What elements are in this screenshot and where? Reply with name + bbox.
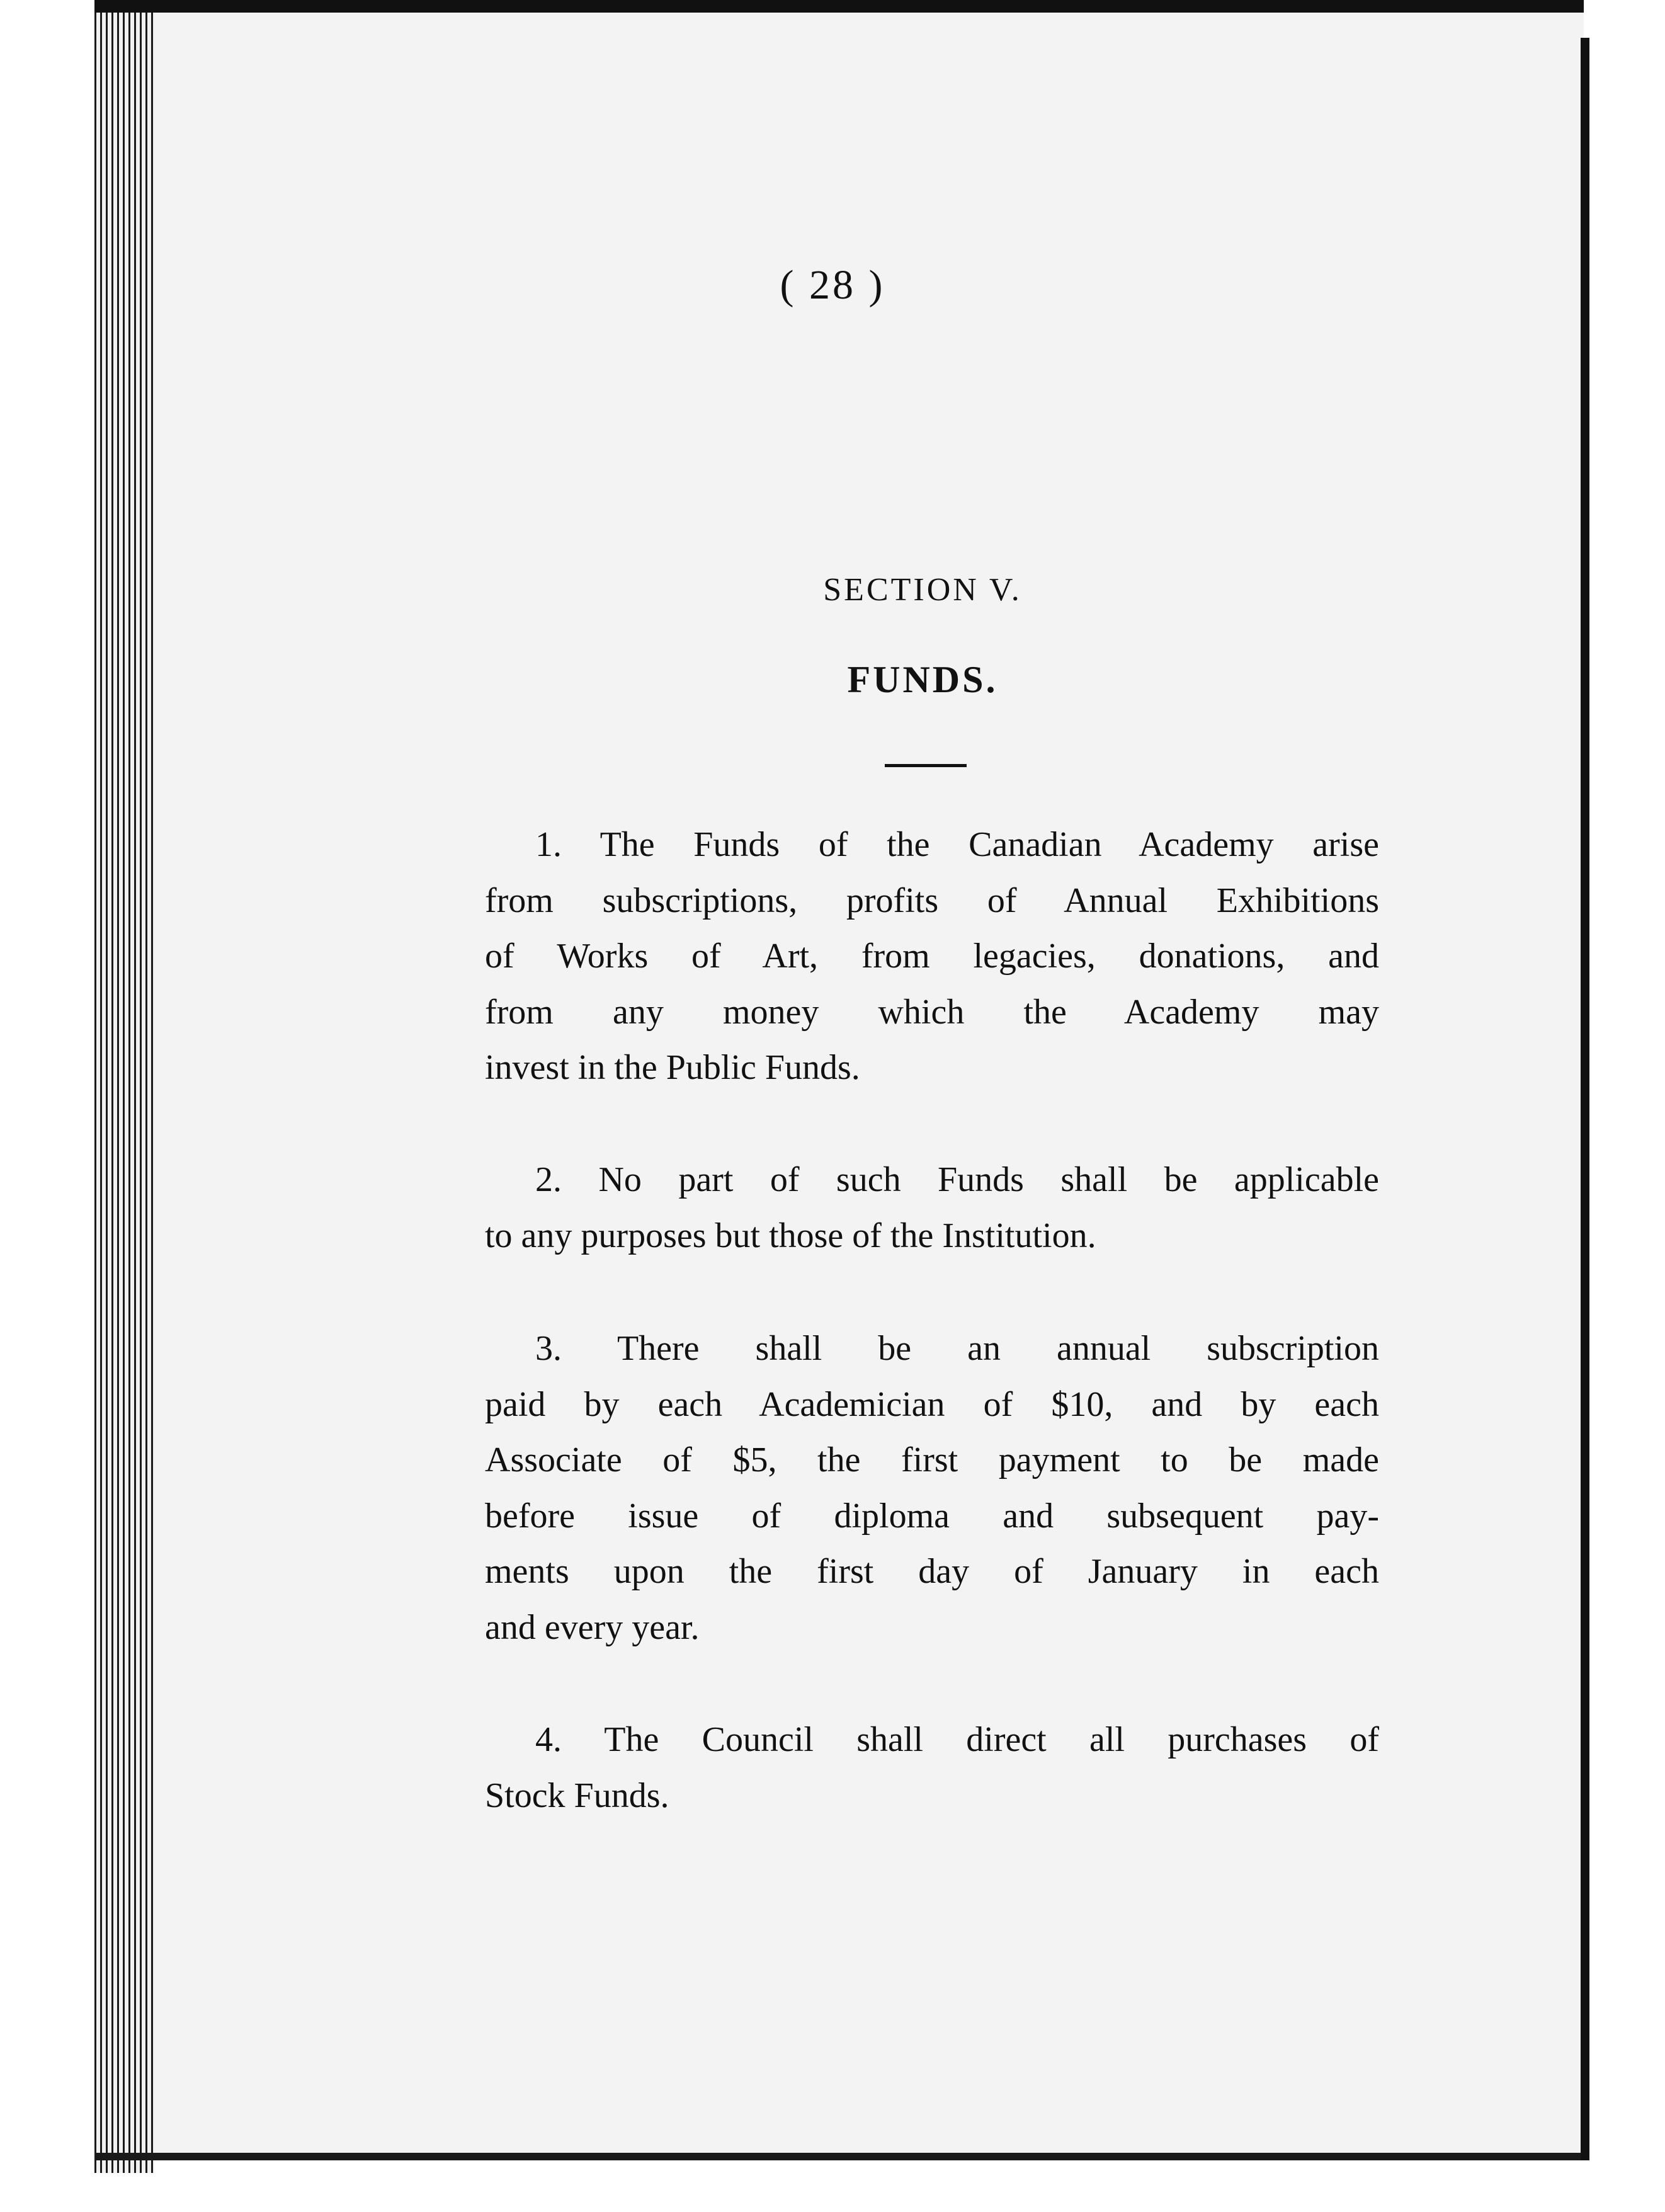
paragraph-3 [485, 1321, 1379, 1655]
page-stack-edge [94, 13, 154, 2173]
page-number: ( 28 ) [780, 262, 885, 308]
paragraph-line: Associate of $5, the first payment to be made [485, 1440, 1379, 1479]
paragraph-2 [485, 1152, 1379, 1263]
paragraph-line: 2. No part of such Funds shall be applicable [535, 1160, 1379, 1199]
paragraph-line: Stock Funds. [485, 1776, 669, 1815]
paragraph-4 [485, 1712, 1379, 1823]
paragraph-line: from subscriptions, profits of Annual Exhibitions [485, 881, 1379, 920]
section-divider [885, 764, 967, 767]
paragraph-line: and every year. [485, 1607, 700, 1647]
book-top-edge [94, 0, 1584, 14]
paragraph-line: 4. The Council shall direct all purchases of [535, 1720, 1379, 1759]
paragraph-line: to any purposes but those of the Institution. [485, 1216, 1096, 1255]
scan-margin [1589, 38, 1665, 2160]
book-bottom-edge [94, 2153, 1584, 2160]
book-right-edge [1581, 38, 1589, 2160]
paragraph-line: before issue of diploma and subsequent pay- [485, 1496, 1379, 1536]
paragraph-line: from any money which the Academy may [485, 992, 1379, 1032]
paragraph-line: paid by each Academician of $10, and by each [485, 1384, 1379, 1424]
section-heading: FUNDS. [847, 659, 998, 700]
paragraph-line: of Works of Art, from legacies, donations, and [485, 937, 1379, 976]
paragraph-line: ments upon the first day of January in each [485, 1552, 1379, 1591]
paragraph-line: 3. There shall be an annual subscription [535, 1329, 1379, 1368]
paragraph-line: 1. The Funds of the Canadian Academy arise [535, 825, 1379, 864]
paragraph-line: invest in the Public Funds. [485, 1048, 860, 1087]
section-label: SECTION V. [823, 572, 1022, 608]
paragraph-1 [485, 817, 1379, 1096]
